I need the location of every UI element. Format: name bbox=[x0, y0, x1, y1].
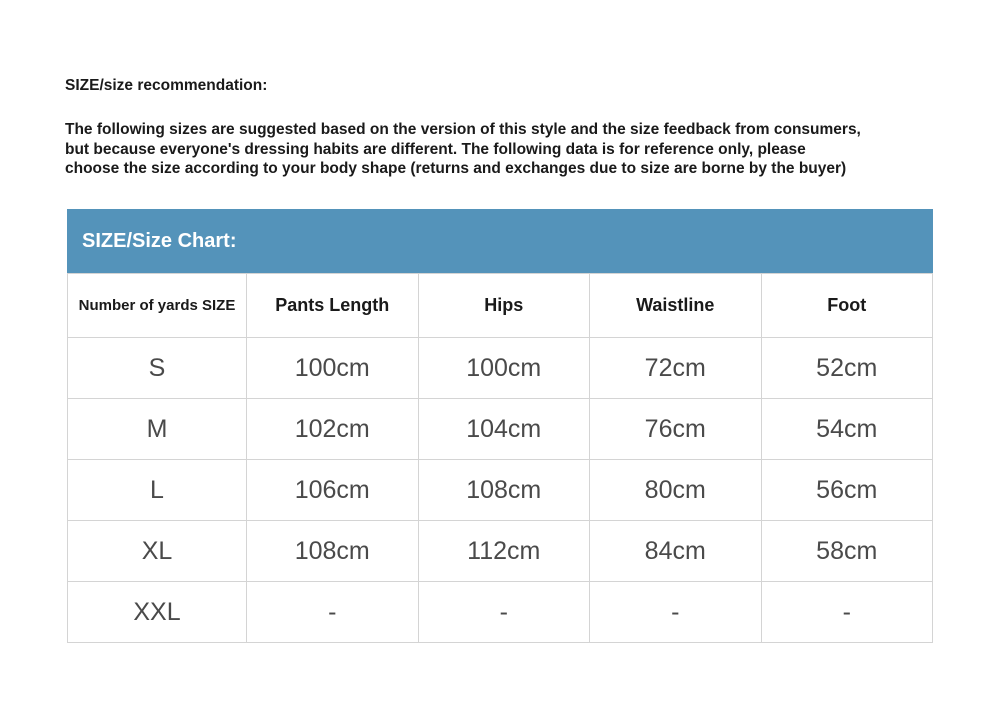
table-row bbox=[68, 582, 933, 643]
cell-waistline: 80cm bbox=[590, 460, 762, 521]
intro-paragraph bbox=[65, 120, 861, 179]
table-row bbox=[68, 460, 933, 521]
cell-hips: 108cm bbox=[418, 460, 590, 521]
cell-foot: - bbox=[761, 582, 933, 643]
size-chart-title: SIZE/Size Chart: bbox=[82, 229, 237, 252]
column-header-size: Number of yards SIZE bbox=[68, 274, 247, 338]
cell-pants-length: 100cm bbox=[247, 338, 419, 399]
table-row bbox=[68, 521, 933, 582]
cell-foot: 56cm bbox=[761, 460, 933, 521]
cell-waistline: 84cm bbox=[590, 521, 762, 582]
column-header-hips: Hips bbox=[418, 274, 590, 338]
size-chart bbox=[67, 209, 933, 643]
cell-size: S bbox=[68, 338, 247, 399]
cell-waistline: 72cm bbox=[590, 338, 762, 399]
intro-line: choose the size according to your body shape (returns and exchanges due to size are borne by the buyer) bbox=[65, 160, 847, 177]
cell-size: XL bbox=[68, 521, 247, 582]
table-row bbox=[68, 338, 933, 399]
cell-hips: - bbox=[418, 582, 590, 643]
intro-line: The following sizes are suggested based on the version of this style and the size feedback from consumers, bbox=[65, 121, 861, 138]
cell-hips: 104cm bbox=[418, 399, 590, 460]
cell-pants-length: - bbox=[247, 582, 419, 643]
cell-size: XXL bbox=[68, 582, 247, 643]
cell-size: M bbox=[68, 399, 247, 460]
size-chart-header-bar bbox=[67, 209, 933, 273]
cell-hips: 100cm bbox=[418, 338, 590, 399]
size-recommendation-heading: SIZE/size recommendation: bbox=[65, 77, 268, 94]
table-row bbox=[68, 399, 933, 460]
cell-foot: 58cm bbox=[761, 521, 933, 582]
cell-pants-length: 102cm bbox=[247, 399, 419, 460]
column-header-pants-length: Pants Length bbox=[247, 274, 419, 338]
column-header-foot: Foot bbox=[761, 274, 933, 338]
cell-waistline: 76cm bbox=[590, 399, 762, 460]
header-row bbox=[68, 274, 933, 338]
cell-foot: 52cm bbox=[761, 338, 933, 399]
column-header-waistline: Waistline bbox=[590, 274, 762, 338]
cell-size: L bbox=[68, 460, 247, 521]
cell-waistline: - bbox=[590, 582, 762, 643]
cell-foot: 54cm bbox=[761, 399, 933, 460]
cell-pants-length: 106cm bbox=[247, 460, 419, 521]
cell-hips: 112cm bbox=[418, 521, 590, 582]
size-chart-table bbox=[67, 273, 933, 643]
intro-line: but because everyone's dressing habits are different. The following data is for reference only, please bbox=[65, 140, 806, 158]
cell-pants-length: 108cm bbox=[247, 521, 419, 582]
